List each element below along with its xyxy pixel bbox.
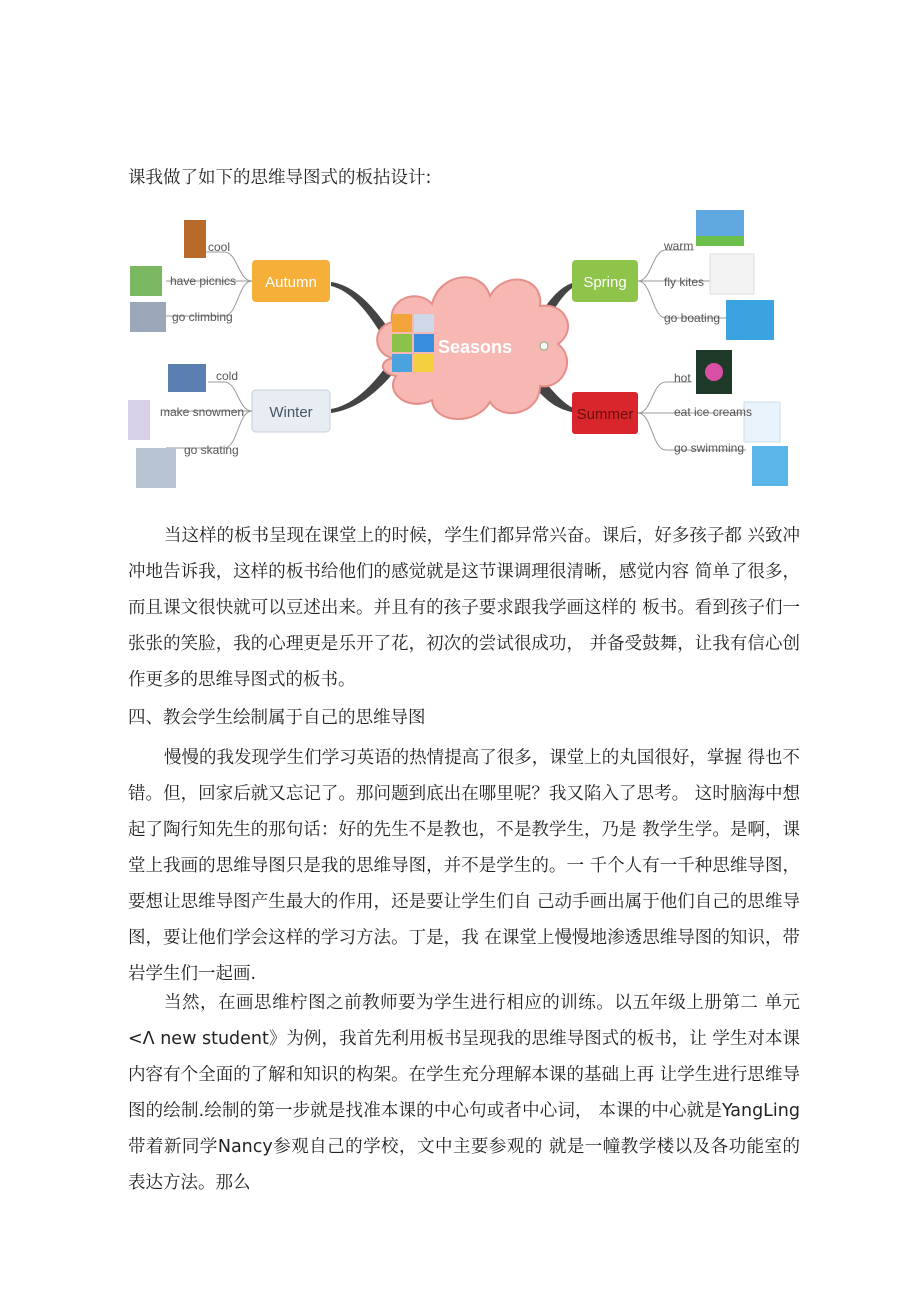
spring-item-2: fly kites	[664, 275, 705, 289]
skating-photo	[136, 448, 176, 488]
section-heading-four: 四、教会学生绘制属于自己的思维导图	[128, 708, 426, 728]
autumn-label: Autumn	[265, 274, 317, 291]
boating-photo	[726, 300, 774, 340]
cool-photo	[184, 220, 206, 258]
picnic-photo	[130, 266, 162, 296]
summer-item-2: eat ice creams	[674, 405, 753, 419]
center-label: Seasons	[438, 337, 513, 357]
kites-photo	[710, 254, 754, 294]
autumn-item-1: cool	[208, 240, 231, 254]
autumn-item-2: have picnics	[170, 274, 237, 288]
climbing-photo	[130, 302, 166, 332]
swimming-photo	[752, 446, 788, 486]
winter-item-1: cold	[216, 369, 239, 383]
paragraph-student-maps: 慢慢的我发现学生们学习英语的热情提高了很多，课堂上的丸国很好，掌握 得也不错。但，回家后就又忘记了。那问题到底出在哪里呢？我又陷入了思考。 这时脑海中想起了陶行知先生的那句话：好的先生不是教也，不是教学生，乃是 教学生学。是啊，课堂上我画的思维导图只是我的思维导图，并不是学生的。一 千个人有一千种思维导图，要想让思维导图产生最大的作用，还是要让学生们自 己动手画出属于他们自己的思维导图，要让他们学会这样的学习方法。丁是，我 在课堂上慢慢地渗透思维导图的知识，带岩学生们一起画.	[128, 748, 800, 984]
spring-item-3: go boating	[664, 311, 721, 325]
summer-item-1: hot	[674, 371, 691, 385]
cold-photo	[168, 364, 206, 392]
snowman-photo	[128, 400, 150, 440]
summer-label: Summer	[576, 406, 634, 423]
summer-item-3: go swimming	[674, 441, 745, 455]
autumn-item-3: go climbing	[172, 310, 233, 324]
spring-item-1: warm	[664, 239, 694, 253]
winter-item-3: go skating	[184, 443, 239, 457]
winter-label: Winter	[269, 404, 313, 421]
spring-label: Spring	[583, 274, 627, 291]
paragraph-board-reaction: 当这样的板书呈现在课堂上的时候，学生们都异常兴奋。课后，好多孩子都 兴致冲冲地告诉我，这样的板书给他们的感觉就是这节课调理很清晰，感觉内容 简单了很多，而且课文很快就可以豆述出来。并且有的孩子要求跟我学画这样的 板书。看到孩子们一张张的笑脸，我的心理更是乐开了花，初次的尝试很成功， 并备受鼓舞，让我有信心创作更多的思维导图式的板书。	[128, 526, 800, 690]
intro-line: 课我做了如下的思维导图式的板拈设计:	[128, 168, 432, 188]
winter-item-2: make snowmen	[160, 405, 245, 419]
seasons-mind-map	[126, 210, 796, 500]
paragraph-training: 当然，在画思维柠图之前教师要为学生进行相应的训练。以五年级上册第二 单元<Λ new student》为例，我首先利用板书呈现我的思维导图式的板书，让 学生对本课内容有个全面的了解和知识的构架。在学生充分理解本课的基础上再 让学生进行思维导图的绘制.绘制的第一步就是找准本课的中心句或者中心词， 本课的中心就是YangLing带着新同学Nancy参观自己的学校，文中主要参观的 就是一幢教学楼以及各功能室的表达方法。那么	[128, 993, 800, 1193]
